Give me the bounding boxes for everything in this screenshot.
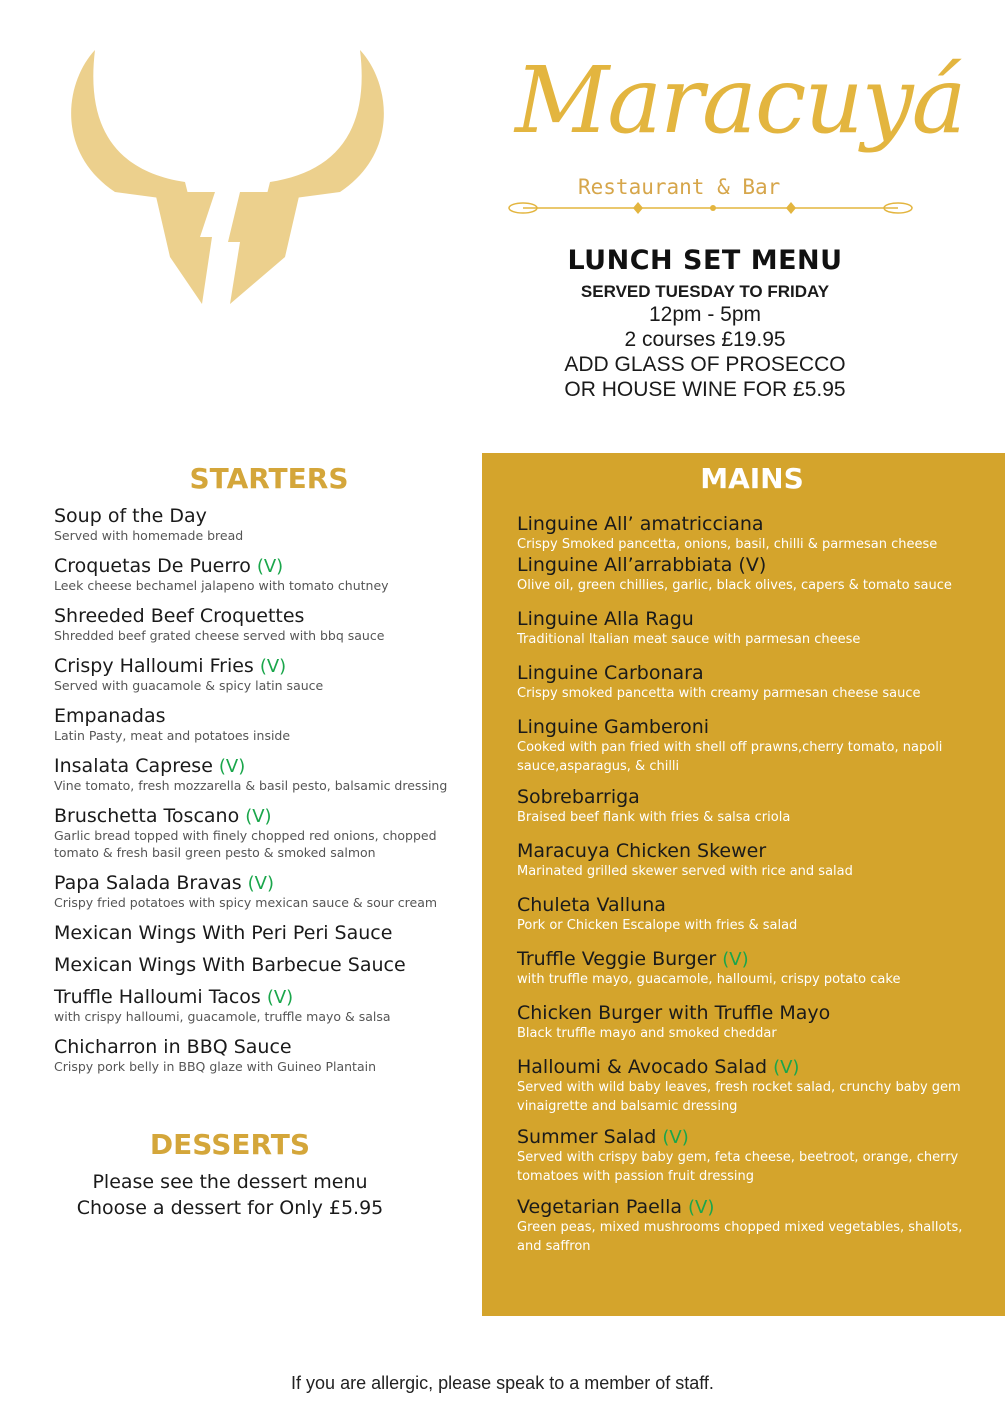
menu-item-description: Crispy smoked pancetta with creamy parmesan cheese sauce [517,686,921,701]
vegetarian-badge: (V) [266,987,294,1008]
vegetarian-badge: (V) [245,806,272,827]
menu-item-description: Braised beef flank with fries & salsa criola [517,810,791,825]
allergy-note: If you are allergic, please speak to a member of staff. [291,1373,714,1393]
menu-item-name: Linguine Alla Ragu [517,608,694,630]
starters-title: STARTERS [189,462,349,495]
menu-item [54,805,484,861]
lunch-title: LUNCH SET MENU [567,245,843,276]
menu-item [517,894,987,935]
menu-item-name: Maracuya Chicken Skewer [517,840,767,862]
menu-item-name: Summer Salad [517,1126,657,1148]
menu-item [517,608,987,649]
menu-item-name: Linguine All’arrabbiata (V) [517,554,767,576]
menu-item-name: Vegetarian Paella [517,1196,683,1218]
menu-item-description: with truffle mayo, guacamole, halloumi, crispy potato cake [517,972,901,987]
addon-line-1: ADD GLASS OF PROSECCO [564,353,846,376]
lunch-hours: 12pm - 5pm [648,303,762,326]
brand-logo [495,47,965,225]
menu-item [517,554,987,595]
menu-item-name: Sobrebarriga [517,786,640,808]
menu-item-name: Chuleta Valluna [517,894,666,916]
menu-item-name: Linguine Carbonara [517,662,704,684]
bull-logo-icon [60,42,395,307]
vegetarian-badge: (V) [662,1127,689,1148]
menu-item-name: Soup of the Day [54,505,207,527]
menu-item [54,986,484,1025]
menu-item [54,555,484,594]
mains-section [517,462,987,1256]
menu-item-name: Linguine All’ amatricciana [517,513,764,535]
menu-item-name: Chicken Burger with Truffle Mayo [517,1002,831,1024]
menu-item-description: Garlic bread topped with finely chopped red onions, chopped tomato & fresh basil green pesto & smoked salmon [54,828,437,860]
menu-item-name: Crispy Halloumi Fries [54,655,254,677]
vegetarian-badge: (V) [688,1197,715,1218]
menu-item-description: Olive oil, green chillies, garlic, black olives, capers & tomato sauce [517,578,952,593]
vegetarian-badge: (V) [218,756,246,777]
menu-item [517,1196,987,1256]
vegetarian-badge: (V) [773,1057,800,1078]
menu-item [517,786,987,827]
menu-item-description: Green peas, mixed mushrooms chopped mixed vegetables, shallots, and saffron [517,1220,963,1254]
menu-item-description: Vine tomato, fresh mozzarella & basil pesto, balsamic dressing [54,778,448,793]
menu-item [517,716,987,776]
brand-subtitle: Restaurant & Bar [578,175,781,199]
dessert-line-2: Choose a dessert for Only £5.95 [76,1197,384,1219]
desserts-title: DESSERTS [149,1128,311,1161]
menu-item [54,872,484,911]
ornament-divider-icon [503,195,918,221]
menu-item [517,1056,987,1116]
menu-item-description: Leek cheese bechamel jalapeno with tomato chutney [54,578,389,593]
menu-item-description: Latin Pasty, meat and potatoes inside [54,728,291,743]
menu-item-description: Served with wild baby leaves, fresh rocket salad, crunchy baby gem vinaigrette and balsamic dressing [517,1080,961,1114]
menu-item [517,1126,987,1186]
menu-item-name: Papa Salada Bravas [54,872,242,894]
vegetarian-badge: (V) [259,656,287,677]
menu-item [54,505,484,544]
menu-item-name: Chicharron in BBQ Sauce [54,1036,292,1058]
menu-item [54,605,484,644]
menu-item-name: Croquetas De Puerro [54,555,251,577]
dessert-line-1: Please see the dessert menu [92,1171,368,1193]
menu-item-description: Shredded beef grated cheese served with bbq sauce [54,628,385,643]
menu-item-name: Empanadas [54,705,166,727]
menu-item [517,840,987,881]
vegetarian-badge: (V) [722,949,749,970]
menu-item-name: Bruschetta Toscano [54,805,240,827]
menu-item-description: with crispy halloumi, guacamole, truffle mayo & salsa [54,1009,391,1024]
menu-item-name: Mexican Wings With Barbecue Sauce [54,954,406,976]
menu-item-description: Black truffle mayo and smoked cheddar [517,1026,777,1041]
menu-item-description: Served with guacamole & spicy latin sauce [54,678,324,693]
lunch-price: 2 courses £19.95 [624,328,786,351]
menu-item [54,954,484,976]
starters-section [54,462,484,1075]
menu-item-description: Served with crispy baby gem, feta cheese, beetroot, orange, cherry tomatoes with passion fruit dressing [517,1150,959,1184]
desserts-section [20,1128,440,1221]
menu-item-name: Shreeded Beef Croquettes [54,605,305,627]
starters-list [54,505,484,1075]
vegetarian-badge: (V) [247,873,274,894]
brand-name: Maracuyá [515,47,965,154]
menu-item-name: Truffle Halloumi Tacos [54,986,261,1008]
menu-item-description: Cooked with pan fried with shell off prawns,cherry tomato, napoli sauce,asparagus, & chilli [517,740,943,774]
menu-item-description: Served with homemade bread [54,528,244,543]
menu-item [517,948,987,989]
menu-item [517,662,987,703]
menu-item [54,922,484,944]
menu-item [517,513,987,554]
menu-item [54,655,484,694]
menu-item [54,755,484,794]
menu-item-name: Halloumi & Avocado Salad [517,1056,768,1078]
mains-list [517,513,987,1256]
mains-title: MAINS [700,462,804,495]
addon-line-2: OR HOUSE WINE FOR £5.95 [564,378,846,401]
menu-item-name: Truffle Veggie Burger [517,948,717,970]
menu-item-name: Mexican Wings With Peri Peri Sauce [54,922,393,944]
menu-item [517,1002,987,1043]
menu-item-name: Insalata Caprese [54,755,213,777]
menu-item-description: Pork or Chicken Escalope with fries & salad [517,918,798,933]
menu-item-description: Crispy Smoked pancetta, onions, basil, chilli & parmesan cheese [517,537,938,552]
lunch-header [505,245,905,402]
vegetarian-badge: (V) [256,556,284,577]
menu-item-description: Crispy pork belly in BBQ glaze with Guineo Plantain [54,1059,377,1074]
menu-item [54,1036,484,1075]
menu-item-description: Traditional Italian meat sauce with parmesan cheese [517,632,861,647]
menu-item [54,705,484,744]
menu-item-description: Marinated grilled skewer served with rice and salad [517,864,853,879]
served-days: SERVED TUESDAY TO FRIDAY [580,282,830,301]
menu-item-description: Crispy fried potatoes with spicy mexican sauce & sour cream [54,895,438,910]
menu-item-name: Linguine Gamberoni [517,716,710,738]
